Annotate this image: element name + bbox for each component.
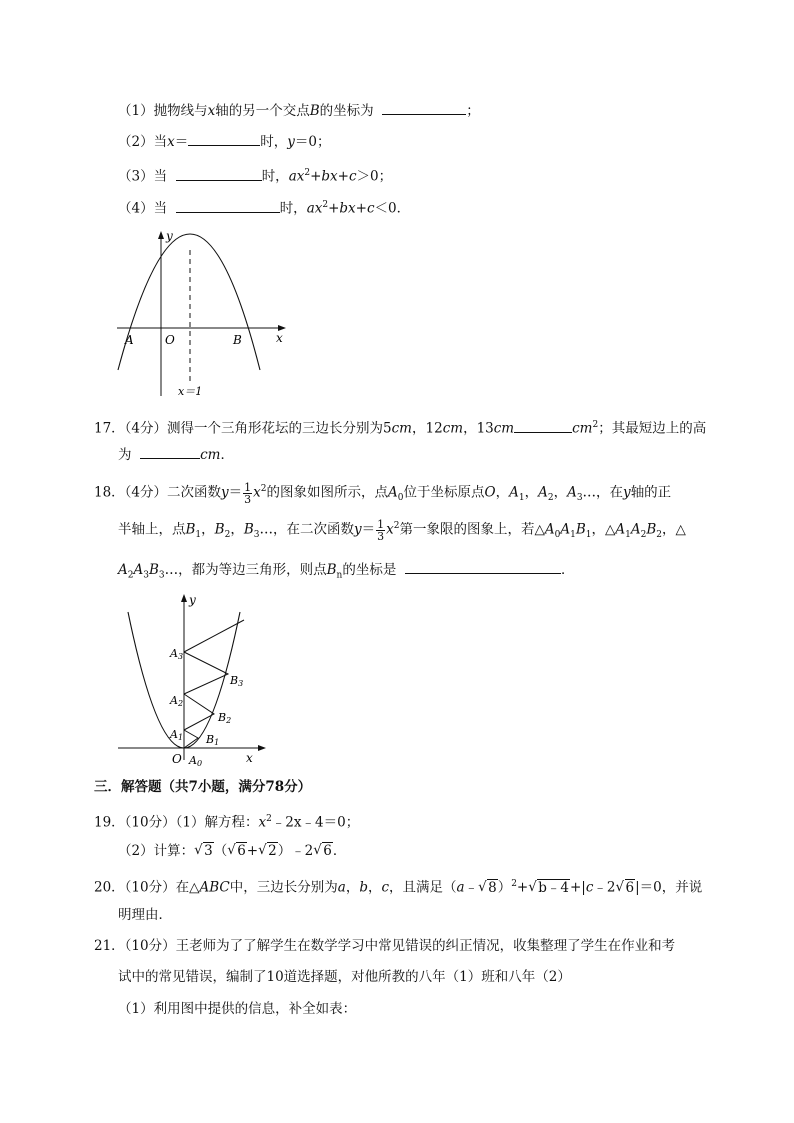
q16-part1: （1）抛物线与x轴的另一个交点B的坐标为 ； bbox=[118, 100, 480, 122]
q16-part2: （2）当x＝ 时，y＝0； bbox=[118, 131, 330, 153]
q18-parabola-graph bbox=[112, 590, 272, 770]
q16-answer-blank-2[interactable] bbox=[188, 131, 260, 146]
q20-line2: 明理由． bbox=[118, 907, 172, 923]
q17-area-blank[interactable] bbox=[514, 418, 572, 433]
q16-answer-blank-1[interactable] bbox=[382, 100, 466, 115]
q16-part3: （3）当 时，$ax^2+bx+c>0$； bbox=[118, 162, 392, 188]
q17-line1: 17．（4分）测得一个三角形花坛的三边长分别为5cm，12cm，13cm $cm^2$；其最短边上的高 bbox=[94, 414, 706, 440]
q18-line1: 18．（4分）二次函数y＝ $\frac{1}{3}$ $x^2$的图象如图所示，点$A_0$位于坐标原点O，$A_1$，$A_2$，$A_3\dots$，在y轴的正 bbox=[94, 480, 672, 506]
q21-line3: （1）利用图中提供的信息，补全如表： bbox=[118, 1001, 357, 1017]
q16-x-label: x bbox=[276, 331, 283, 345]
q18-a3-label: A bbox=[170, 647, 178, 660]
q18-b1-label: B bbox=[206, 733, 215, 746]
svg-text:A3 bbox=[169, 647, 183, 661]
q16-point-b-label: B bbox=[233, 333, 242, 347]
q19-line1: 19．（10分）（1）解方程：$x^2﹣2x﹣4=0$； bbox=[94, 814, 360, 831]
q18-answer-blank[interactable] bbox=[405, 559, 561, 574]
q16-origin-label: O bbox=[165, 333, 175, 347]
q18-a1-sub: 1 bbox=[177, 733, 184, 742]
q18-a0-label: A bbox=[189, 754, 197, 767]
q16-answer-blank-3[interactable] bbox=[176, 166, 262, 181]
svg-text:A2 bbox=[169, 694, 183, 708]
q18-a2-label: A bbox=[170, 694, 178, 707]
q18-line3: $A_2A_3B_3\dots$，都为等边三角形，则点$B_n$的坐标是 ． bbox=[118, 559, 574, 587]
q18-a1-label: A bbox=[170, 728, 178, 741]
q16-parabola-graph bbox=[112, 228, 292, 400]
q16-answer-blank-4[interactable] bbox=[176, 198, 280, 213]
q18-b2-label: B bbox=[218, 711, 227, 724]
q21-line1: 21．（10分）王老师为了了解学生在数学学习中常见错误的纠正情况，收集整理了学生在作业和考 bbox=[94, 938, 676, 954]
q16-y-label: y bbox=[166, 229, 173, 243]
q16-part4: （4）当 时，$ax^2+bx+c<0$． bbox=[118, 194, 410, 220]
q18-a3-sub: 3 bbox=[177, 652, 184, 661]
q18-b3-label: B bbox=[230, 674, 239, 687]
q17-height-blank[interactable] bbox=[140, 444, 200, 459]
q18-b1-sub: 1 bbox=[214, 738, 220, 747]
q18-x-label: x bbox=[246, 751, 253, 765]
q18-y-label: y bbox=[189, 593, 196, 607]
q17-line2: 为 cm． bbox=[118, 444, 234, 466]
q18-a0-sub: 0 bbox=[196, 759, 203, 768]
q18-y-arrow bbox=[181, 594, 187, 602]
q18-triangle-2 bbox=[184, 694, 214, 730]
q16-axis-label: x＝1 bbox=[178, 385, 203, 398]
q18-b2-sub: 2 bbox=[226, 716, 232, 725]
svg-text:A0 bbox=[188, 754, 202, 768]
svg-text:B1 bbox=[205, 733, 219, 747]
q18-origin-label: O bbox=[172, 752, 182, 766]
q16-parabola bbox=[118, 234, 260, 370]
q18-a2-sub: 2 bbox=[177, 699, 184, 708]
q18-b3-sub: 3 bbox=[238, 679, 244, 688]
q19-line2: （2）计算：√ 3（√ 6+√ 2）﹣2√ 6． bbox=[118, 840, 346, 862]
q21-line2: 试中的常见错误，编制了10道选择题，对他所教的八年（1）班和八年（2） bbox=[118, 969, 571, 985]
section-3-heading: 三．解答题（共7小题，满分78分） bbox=[94, 779, 312, 795]
q16-point-a-label: A bbox=[125, 333, 134, 347]
q18-x-arrow bbox=[258, 745, 266, 751]
svg-text:B3 bbox=[229, 674, 243, 688]
svg-text:B2 bbox=[217, 711, 231, 725]
svg-text:A1 bbox=[169, 728, 183, 742]
q18-line2: 半轴上，点$B_1$，$B_2$，$B_3\dots$，在二次函数y＝ $\frac{1}{3}$ $x^2$第一象限的图象上，若$\triangle A_0A_1B_1$，$\triangle A_1A_2B_2$，△ bbox=[118, 517, 686, 543]
q20-line1: 20．（10分）在△ABC中，三边长分别为a，b，c，且满足（a﹣√ 8）$^2$+√ b﹣4+|c﹣2√ 6|＝0，并说 bbox=[94, 873, 702, 899]
q16-y-arrow bbox=[158, 231, 164, 239]
